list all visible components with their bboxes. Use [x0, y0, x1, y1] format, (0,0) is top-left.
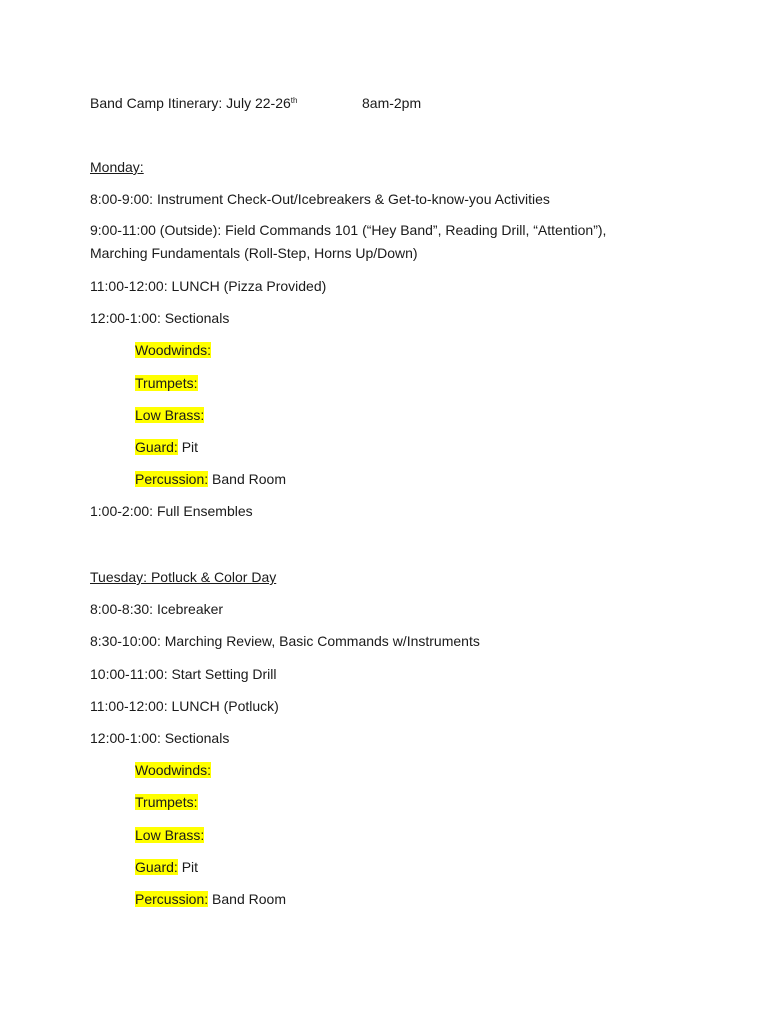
monday-section-low-brass: Low Brass: [135, 407, 205, 423]
tuesday-item: 10:00-11:00: Start Setting Drill [90, 666, 277, 682]
monday-item: 12:00-1:00: Sectionals [90, 310, 230, 326]
tuesday-section-trumpets: Trumpets: [135, 794, 198, 810]
tuesday-section-percussion: Percussion: Band Room [135, 891, 286, 907]
tuesday-item: 12:00-1:00: Sectionals [90, 730, 230, 746]
title-superscript: th [290, 96, 298, 105]
tuesday-section-woodwinds: Woodwinds: [135, 762, 212, 778]
monday-item: 1:00-2:00: Full Ensembles [90, 503, 253, 519]
monday-section-guard: Guard: Pit [135, 439, 199, 455]
tuesday-item: 11:00-12:00: LUNCH (Potluck) [90, 698, 279, 714]
tuesday-item: 8:30-10:00: Marching Review, Basic Commands w/Instruments [90, 633, 480, 649]
tuesday-section-guard: Guard: Pit [135, 859, 199, 875]
title-time: 8am-2pm [362, 95, 422, 111]
monday-section-trumpets: Trumpets: [135, 375, 198, 391]
monday-item: 11:00-12:00: LUNCH (Pizza Provided) [90, 278, 327, 294]
monday-heading: Monday: [90, 159, 144, 175]
monday-item: 9:00-11:00 (Outside): Field Commands 101 (“Hey Band”, Reading Drill, “Attention”), Marching Fundamentals (Roll-Step, Horns Up/Down) [90, 222, 607, 261]
tuesday-item: 8:00-8:30: Icebreaker [90, 601, 224, 617]
document-title: Band Camp Itinerary: July 22-26th 8am-2pm [90, 95, 422, 111]
monday-section-percussion: Percussion: Band Room [135, 471, 286, 487]
tuesday-section-low-brass: Low Brass: [135, 827, 205, 843]
monday-item: 8:00-9:00: Instrument Check-Out/Icebreakers & Get-to-know-you Activities [90, 191, 550, 207]
tuesday-heading: Tuesday: Potluck & Color Day [90, 569, 277, 585]
monday-section-woodwinds: Woodwinds: [135, 342, 212, 358]
